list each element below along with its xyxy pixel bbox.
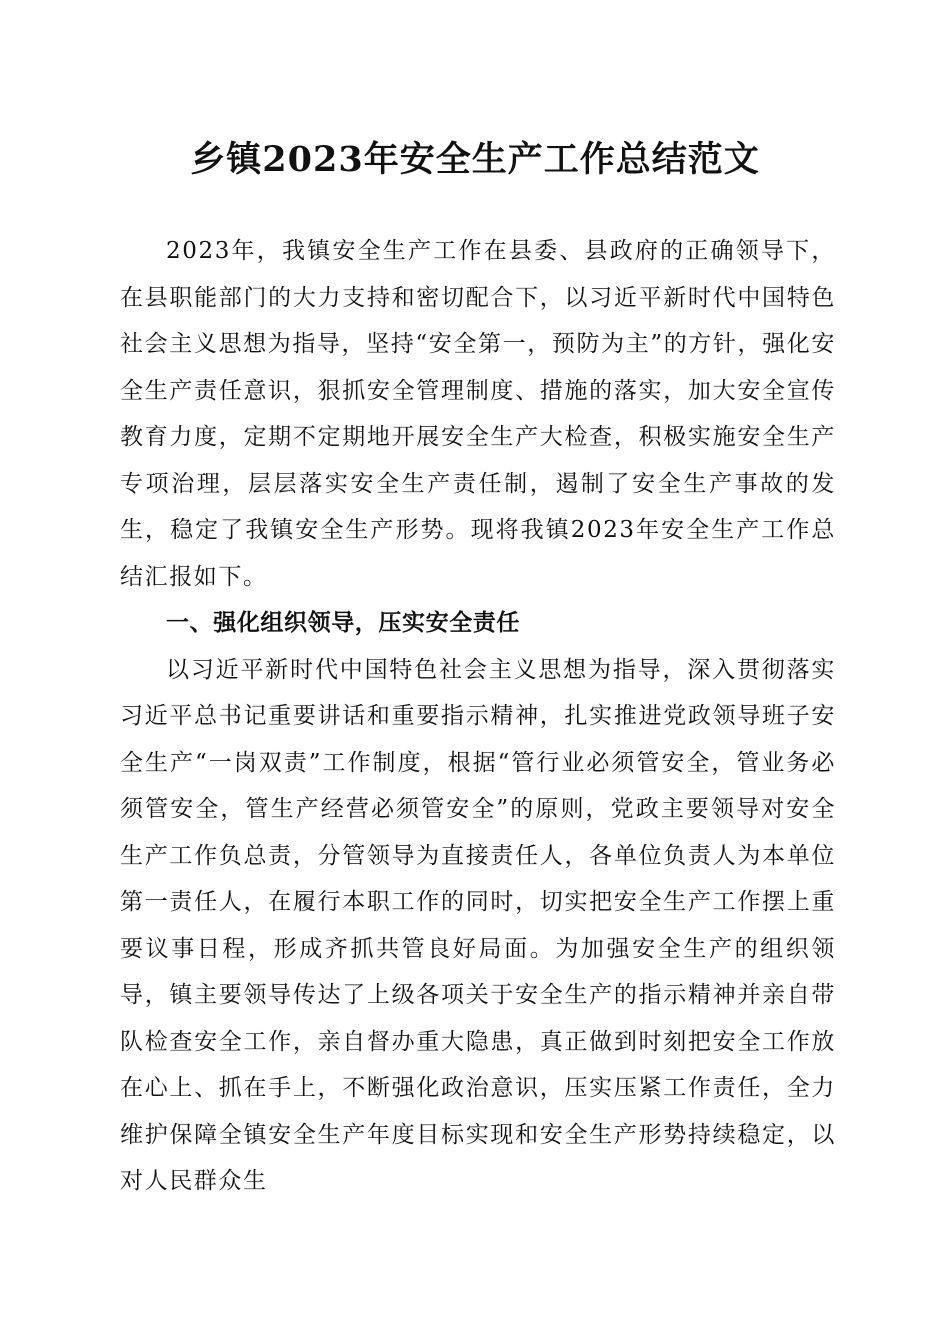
document-body <box>120 228 836 1205</box>
document-title: 乡镇2023年安全生产工作总结范文 <box>190 139 760 180</box>
intro-paragraph: 2023年，我镇安全生产工作在县委、县政府的正确领导下，在县职能部门的大力支持和密切配合下，以习近平新时代中国特色社会主义思想为指导，坚持“安全第一，预防为主”的方针，强化安全生产责任意识，狠抓安全管理制度、措施的落实，加大安全宣传教育力度，定期不定期地开展安全生产大检查，积极实施安全生产专项治理，层层落实安全生产责任制，遏制了安全生产事故的发生，稳定了我镇安全生产形势。现将我镇2023年安全生产工作总结汇报如下。 <box>120 238 836 590</box>
section-paragraph: 以习近平新时代中国特色社会主义思想为指导，深入贯彻落实习近平总书记重要讲话和重要指示精神，扎实推进党政领导班子安全生产“一岗双责”工作制度，根据“管行业必须管安全，管业务必须管安全，管生产经营必须管安全”的原则，党政主要领导对安全生产工作负总责，分管领导为直接责任人，各单位负责人为本单位第一责任人，在履行本职工作的同时，切实把安全生产工作摆上重要议事日程，形成齐抓共管良好局面。为加强安全生产的组织领导，镇主要领导传达了上级各项关于安全生产的指示精神并亲自带队检查安全工作，亲自督办重大隐患，真正做到时刻把安全工作放在心上、抓在手上，不断强化政治意识，压实压紧工作责任，全力维护保障全镇安全生产年度目标实现和安全生产形势持续稳定，以对人民群众生 <box>120 656 836 1194</box>
section-heading: 一、强化组织领导，压实安全责任 <box>166 610 520 636</box>
